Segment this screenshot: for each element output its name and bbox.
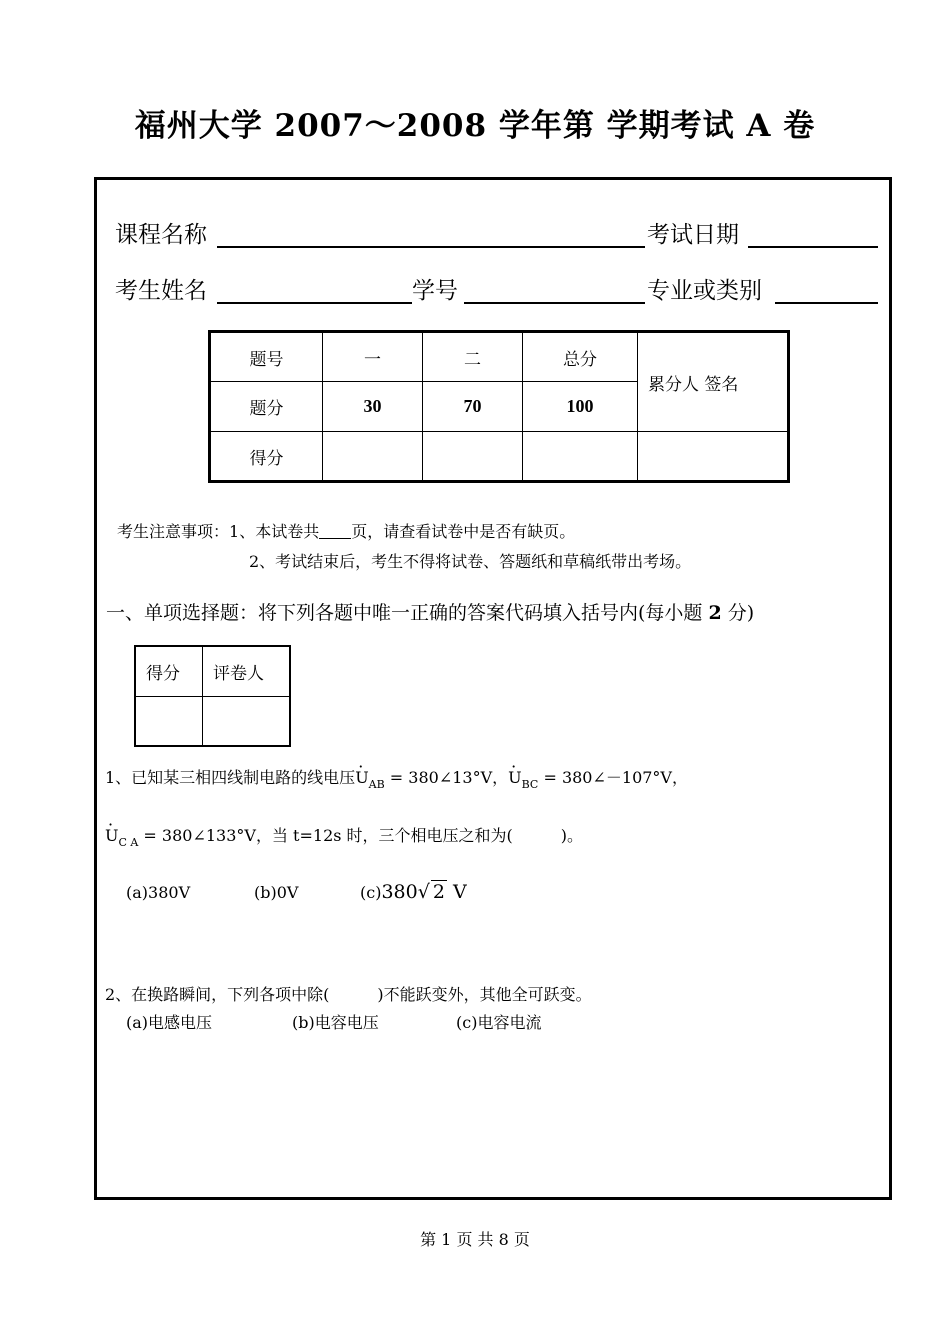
grader-name-label: 评卷人 [203,646,291,696]
question-1-option-c[interactable] [360,880,467,903]
points-part-1: 30 [323,382,423,432]
section-1-heading-text: 一、单项选择题：将下列各题中唯一正确的答案代码填入括号内(每小题 [106,602,709,624]
header-part-2: 二 [423,332,523,382]
sqrt-sign-icon: √ [417,881,430,903]
student-id-field[interactable] [464,302,645,304]
page-count-blank[interactable] [319,524,351,539]
option-c-prefix: (c) [360,883,382,902]
subscript-bc: BC [521,778,539,791]
notes-item-1b: 页，请查看试卷中是否有缺页。 [351,522,576,541]
subscript-ab: AB [368,778,385,791]
header-total: 总分 [523,332,638,382]
grader-score-label: 得分 [135,646,203,696]
section-1-heading [106,598,754,625]
score-total-cell[interactable] [523,432,638,482]
question-2-option-b[interactable]: (b)电容电压 [292,1013,379,1032]
notes-line-1 [117,519,575,542]
major-field[interactable] [775,302,878,304]
option-c-unit: V [446,881,467,903]
section-1-points: 2 [708,602,722,624]
score-part-1-cell[interactable] [323,432,423,482]
student-name-label: 考生姓名 [115,278,207,304]
student-id-label: 学号 [412,278,458,304]
voltage-symbol-bc: · U [508,768,521,787]
course-name-label: 课程名称 [115,222,207,248]
voltage-value-ab: = 380∠13°V， [384,768,509,787]
notes-item-1a: 1、本试卷共 [229,522,320,541]
signature-cell[interactable] [638,432,789,482]
voltage-value-bc: = 380∠－107°V， [538,768,688,787]
notes-label: 考生注意事项： [117,522,230,541]
grader-name-cell[interactable] [203,696,291,746]
option-c-number: 380 [381,881,418,903]
question-1-line-2 [105,823,583,849]
header-question-no: 题号 [210,332,323,382]
voltage-value-ca: = 380∠133°V，当 t=12s 时，三个相电压之和为( )。 [138,826,584,845]
score-part-2-cell[interactable] [423,432,523,482]
exam-date-field[interactable] [748,246,878,248]
major-label: 专业或类别 [647,278,762,304]
grader-table [134,645,291,747]
student-name-field[interactable] [217,302,412,304]
question-1-option-b[interactable]: (b)0V [254,883,299,902]
points-total: 100 [523,382,638,432]
points-part-2: 70 [423,382,523,432]
row-score-label: 得分 [210,432,323,482]
voltage-symbol-ca: · U [105,826,118,845]
question-1-line-1 [105,765,688,791]
grader-score-cell[interactable] [135,696,203,746]
question-2-option-a[interactable]: (a)电感电压 [126,1013,213,1032]
score-table [208,330,790,483]
section-1-heading-end: 分) [721,602,755,624]
header-accumulator-signature: 累分人 签名 [638,332,789,432]
course-name-field[interactable] [217,246,645,248]
question-1-text: 1、已知某三相四线制电路的线电压 [105,768,356,787]
question-2-text: 2、在换路瞬间，下列各项中除( )不能跃变外，其他全可跃变。 [105,985,592,1004]
subscript-ca: C A [118,836,139,849]
question-2-option-c[interactable]: (c)电容电流 [456,1013,542,1032]
row-points-label: 题分 [210,382,323,432]
header-part-1: 一 [323,332,423,382]
voltage-symbol-ab: · U [355,768,368,787]
option-c-radicand: 2 [432,881,445,903]
question-1-option-a[interactable]: (a)380V [126,883,191,902]
page-footer: 第 1 页 共 8 页 [420,1230,530,1249]
exam-title: 福州大学 2007～2008 学年第 学期考试 A 卷 [134,108,816,144]
notes-item-2: 2、考试结束后，考生不得将试卷、答题纸和草稿纸带出考场。 [249,552,692,571]
exam-date-label: 考试日期 [647,222,739,248]
